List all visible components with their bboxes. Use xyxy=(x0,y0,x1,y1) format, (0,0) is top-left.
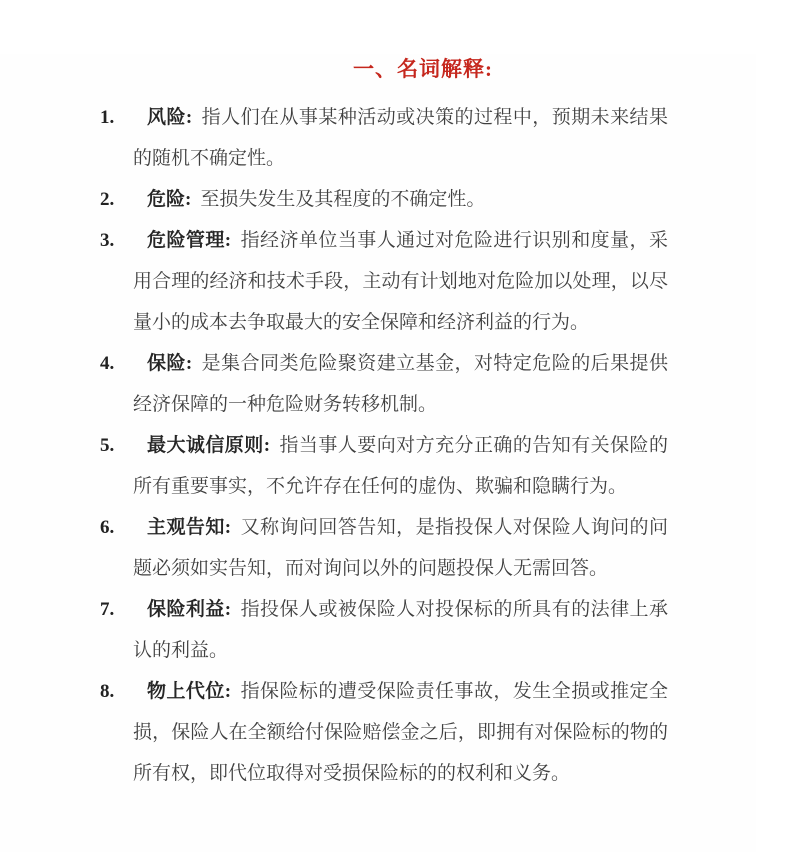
definition-text: 至损失发生及其程度的不确定性。 xyxy=(200,189,486,210)
item-number: 3. xyxy=(100,230,115,251)
definition-text: 所有权，即代位取得对受损保险标的的权利和义务。 xyxy=(133,763,571,784)
definition-text: 的随机不确定性。 xyxy=(133,148,286,169)
glossary-item-1 xyxy=(100,97,668,179)
text-line xyxy=(133,138,668,179)
definition-text: 认的利益。 xyxy=(133,640,229,661)
glossary-item-7 xyxy=(100,589,668,671)
text-line xyxy=(133,302,668,343)
glossary-item-8 xyxy=(100,671,668,794)
item-number: 5. xyxy=(100,435,115,456)
definition-text: 量小的成本去争取最大的安全保障和经济利益的行为。 xyxy=(133,312,590,333)
definition-text: 损，保险人在全额给付保险赔偿金之后，即拥有对保险标的物的 xyxy=(133,722,668,743)
glossary-item-4 xyxy=(100,343,668,425)
text-line xyxy=(100,97,668,138)
item-number: 6. xyxy=(100,517,115,538)
definition-text: 所有重要事实，不允许存在任何的虚伪、欺骗和隐瞒行为。 xyxy=(133,476,628,497)
text-line xyxy=(100,179,668,220)
item-number: 1. xyxy=(100,107,115,128)
text-line xyxy=(100,589,668,630)
text-line xyxy=(133,261,668,302)
item-number: 4. xyxy=(100,353,115,374)
term-label: 危险: xyxy=(147,189,192,210)
term-label: 风险: xyxy=(147,107,193,128)
text-line xyxy=(133,466,668,507)
page-title: 一、名词解释: xyxy=(353,57,493,81)
text-line xyxy=(100,507,668,548)
text-line xyxy=(133,753,668,794)
item-number: 8. xyxy=(100,681,115,702)
document-page xyxy=(0,54,756,852)
definition-text: 指当事人要向对方充分正确的告知有关保险的 xyxy=(279,435,668,456)
term-label: 危险管理: xyxy=(147,230,232,251)
definition-text: 是集合同类危险聚资建立基金，对特定危险的后果提供 xyxy=(201,353,668,374)
text-line xyxy=(133,548,668,589)
text-line xyxy=(133,384,668,425)
term-label: 主观告知: xyxy=(147,517,232,538)
text-line xyxy=(100,425,668,466)
definition-text: 用合理的经济和技术手段，主动有计划地对危险加以处理，以尽 xyxy=(133,271,668,292)
definition-text: 指经济单位当事人通过对危险进行识别和度量，采 xyxy=(240,230,668,251)
text-line xyxy=(100,671,668,712)
definition-text: 指保险标的遭受保险责任事故，发生全损或推定全 xyxy=(240,681,668,702)
text-line xyxy=(100,343,668,384)
text-line xyxy=(133,712,668,753)
glossary-item-5 xyxy=(100,425,668,507)
definition-text: 又称询问回答告知，是指投保人对保险人询问的问 xyxy=(240,517,668,538)
glossary-item-6 xyxy=(100,507,668,589)
item-number: 2. xyxy=(100,189,115,210)
definition-text: 指人们在从事某种活动或决策的过程中，预期未来结果 xyxy=(201,107,668,128)
item-number: 7. xyxy=(100,599,115,620)
term-label: 物上代位: xyxy=(147,681,232,702)
term-label: 保险利益: xyxy=(147,599,232,620)
definition-text: 题必须如实告知，而对询问以外的问题投保人无需回答。 xyxy=(133,558,609,579)
term-label: 保险: xyxy=(147,353,193,374)
glossary-item-2 xyxy=(100,179,668,220)
term-label: 最大诚信原则: xyxy=(147,435,271,456)
text-line xyxy=(100,220,668,261)
definition-text: 指投保人或被保险人对投保标的所具有的法律上承 xyxy=(240,599,668,620)
text-line xyxy=(133,630,668,671)
glossary-item-3 xyxy=(100,220,668,343)
definition-text: 经济保障的一种危险财务转移机制。 xyxy=(133,394,438,415)
